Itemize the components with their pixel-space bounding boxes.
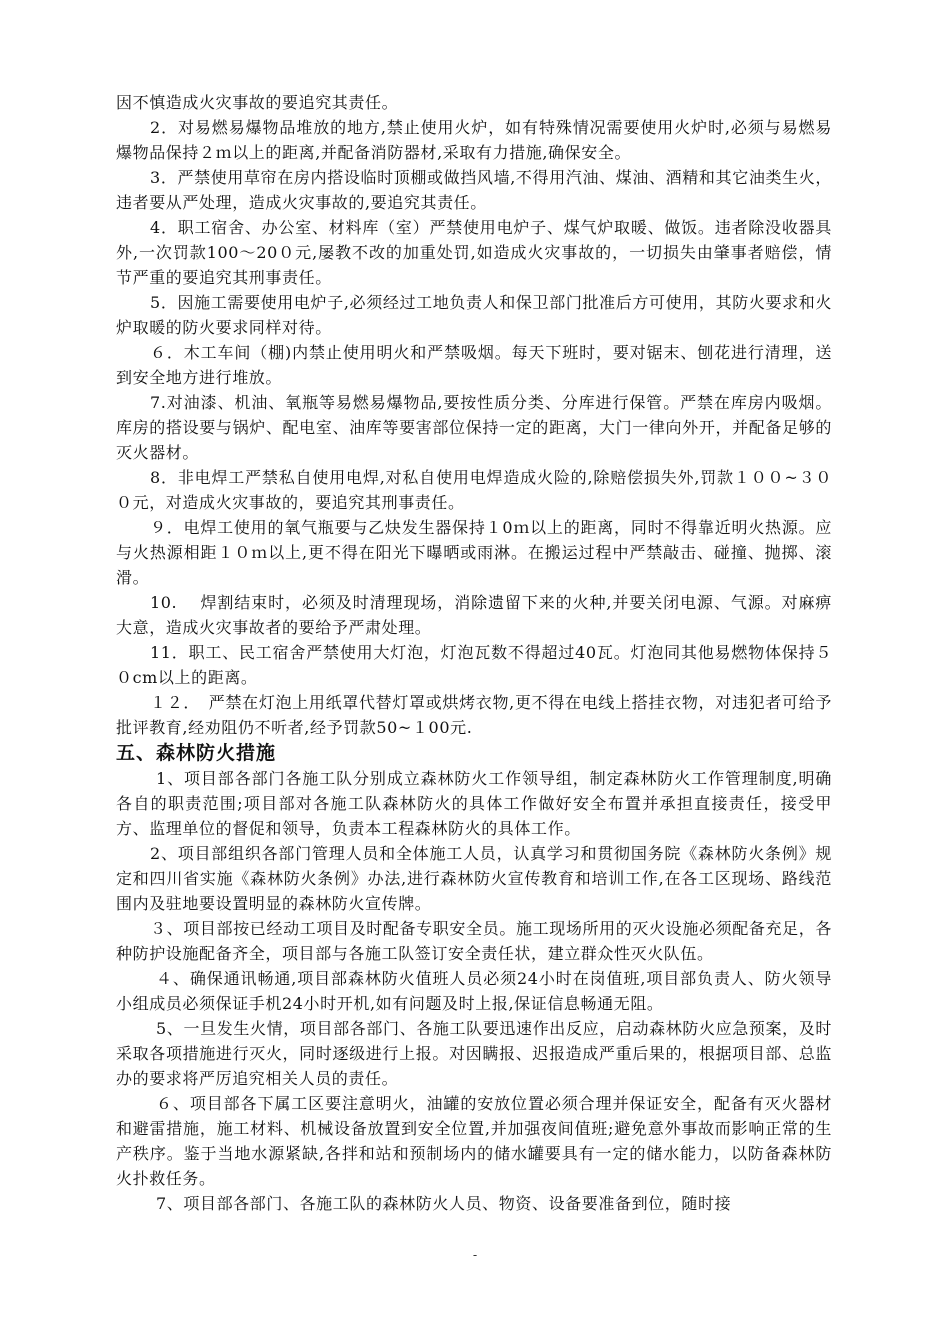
paragraph-forest-3: ３、项目部按已经动工项目及时配备专职安全员。施工现场所用的灭火设施必须配备充足，各种防护设施配备齐全，项目部与各施工队签订安全责任状，建立群众性灭火队伍。 (116, 919, 832, 963)
paragraph-forest-4: ４、确保通讯畅通,项目部森林防火值班人员必须24小时在岗值班,项目部负责人、防火领导小组成员必须保证手机24小时开机,如有问题及时上报,保证信息畅通无阻。 (116, 969, 832, 1013)
paragraph-item-7: 7.对油漆、机油、氧瓶等易燃易爆物品,要按性质分类、分库进行保管。严禁在库房内吸烟。库房的搭设要与锅炉、配电室、油库等要害部位保持一定的距离，大门一律向外开，并配备足够的灭火器材。 (116, 393, 832, 462)
paragraph-item-4: 4．职工宿舍、办公室、材料库（室）严禁使用电炉子、煤气炉取暖、做饭。违者除没收器具外,一次罚款100～20０元,屡教不改的加重处罚,如造成火灾事故的，一切损失由肇事者赔偿，情节严重的要追究其刑事责任。 (116, 218, 832, 287)
paragraph-item-5: 5．因施工需要使用电炉子,必须经过工地负责人和保卫部门批准后方可使用，其防火要求和火炉取暖的防火要求同样对待。 (116, 293, 832, 337)
paragraph-continued: 因不慎造成火灾事故的要追究其责任。 (116, 93, 399, 112)
paragraph-forest-5: 5、一旦发生火情，项目部各部门、各施工队要迅速作出反应，启动森林防火应急预案，及时采取各项措施进行灭火，同时逐级进行上报。对因瞒报、迟报造成严重后果的，根据项目部、总监办的要求将严厉追究相关人员的责任。 (116, 1019, 832, 1088)
paragraph-item-8: 8．非电焊工严禁私自使用电焊,对私自使用电焊造成火险的,除赔偿损失外,罚款１００~３００元，对造成火灾事故的，要追究其刑事责任。 (116, 468, 832, 512)
paragraph-forest-7: 7、项目部各部门、各施工队的森林防火人员、物资、设备要准备到位，随时接 (156, 1194, 732, 1213)
paragraph-forest-6: ６、项目部各下属工区要注意明火，油罐的安放位置必须合理并保证安全，配备有灭火器材和避雷措施，施工材料、机械设备放置到安全位置,并加强夜间值班;避免意外事故而影响正常的生产秩序。鉴于当地水源紧缺,各拌和站和预制场内的储水罐要具有一定的储水能力，以防备森林防火扑救任务。 (116, 1094, 832, 1188)
paragraph-item-11: 11．职工、民工宿舍严禁使用大灯泡，灯泡瓦数不得超过40瓦。灯泡同其他易燃物体保持５０cm以上的距离。 (116, 643, 832, 687)
paragraph-item-2: 2．对易燃易爆物品堆放的地方,禁止使用火炉，如有特殊情况需要使用火炉时,必须与易燃易爆物品保持２ｍ以上的距离,并配备消防器材,采取有力措施,确保安全。 (116, 118, 832, 162)
paragraph-item-9: ９．电焊工使用的氧气瓶要与乙炔发生器保持１0ｍ以上的距离，同时不得靠近明火热源。应与火热源相距１０ｍ以上,更不得在阳光下曝晒或雨淋。在搬运过程中严禁敲击、碰撞、抛掷、滚滑。 (116, 518, 832, 587)
paragraph-item-12: １２． 严禁在灯泡上用纸罩代替灯罩或烘烤衣物,更不得在电线上搭挂衣物，对违犯者可给予批评教育,经劝阻仍不听者,经予罚款50~１00元. (116, 693, 832, 737)
paragraph-forest-2: 2、项目部组织各部门管理人员和全体施工人员，认真学习和贯彻国务院《森林防火条例》规定和四川省实施《森林防火条例》办法,进行森林防火宣传教育和培训工作,在各工区现场、路线范围内及驻地要设置明显的森林防火宣传牌。 (116, 844, 832, 913)
paragraph-item-10: 10. 焊割结束时，必须及时清理现场，消除遗留下来的火种,并要关闭电源、气源。对麻痹大意，造成火灾事故者的要给予严肃处理。 (116, 593, 832, 637)
page-footer-mark: - (472, 1248, 478, 1262)
paragraph-item-6: ６．木工车间（棚)内禁止使用明火和严禁吸烟。每天下班时，要对锯末、刨花进行清理，送到安全地方进行堆放。 (116, 343, 832, 387)
document-body (116, 90, 832, 1216)
paragraph-item-3: 3．严禁使用草帘在房内搭设临时顶棚或做挡风墙,不得用汽油、煤油、酒精和其它油类生火，违者要从严处理，造成火灾事故的,要追究其责任。 (116, 168, 832, 212)
section-heading: 五、森林防火措施 (116, 742, 277, 764)
paragraph-forest-1: 1、项目部各部门各施工队分别成立森林防火工作领导组，制定森林防火工作管理制度,明确各自的职责范围;项目部对各施工队森林防火的具体工作做好安全布置并承担直接责任，接受甲方、监理单位的督促和领导，负责本工程森林防火的具体工作。 (116, 769, 832, 838)
